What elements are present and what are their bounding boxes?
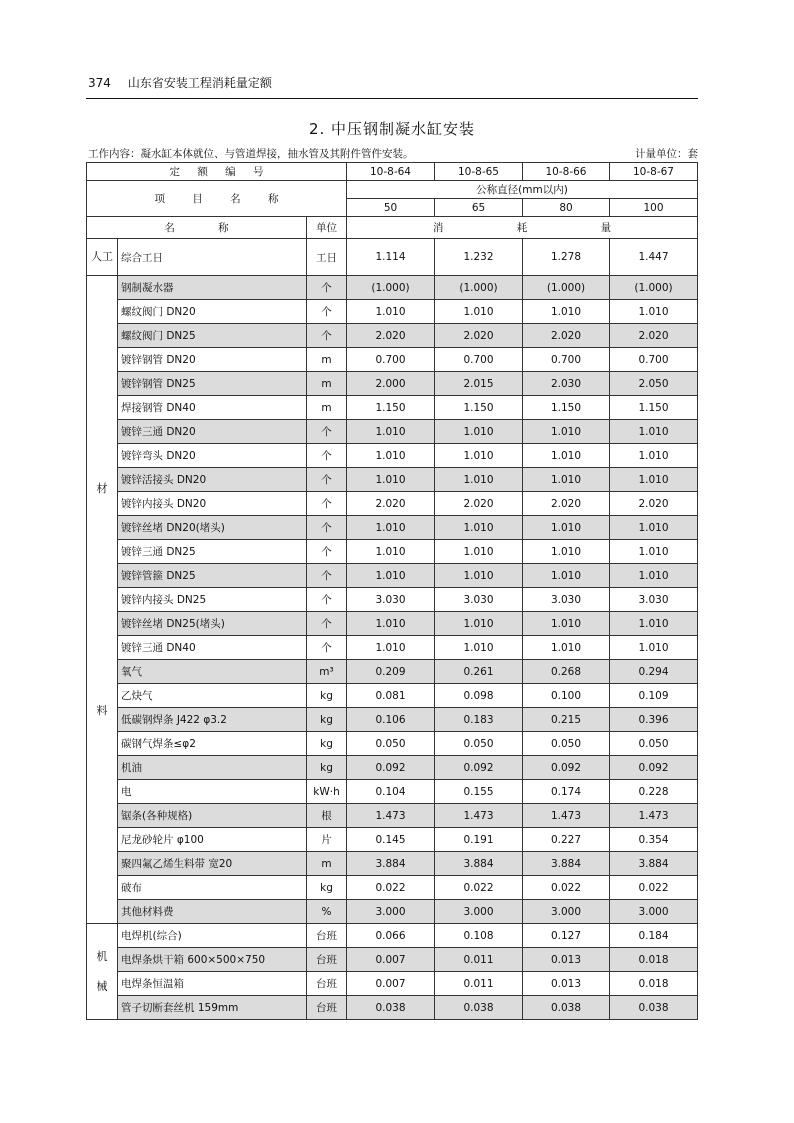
diameter-header-row	[87, 181, 698, 199]
consumption-value: 1.150	[435, 396, 523, 420]
consumption-value: 1.447	[610, 239, 698, 276]
consumption-value: 0.011	[435, 948, 523, 972]
consumption-value: 3.884	[435, 852, 523, 876]
item-unit: m³	[307, 660, 347, 684]
unit-header: 单位	[307, 217, 347, 239]
item-name: 管子切断套丝机 159mm	[118, 996, 307, 1020]
consumption-value: 0.183	[435, 708, 523, 732]
consumption-value: 1.473	[347, 804, 435, 828]
consumption-value: 2.050	[610, 372, 698, 396]
unit-label: 计量单位：套	[635, 148, 698, 160]
item-unit: 台班	[307, 996, 347, 1020]
section-title: 2. 中压钢制凝水缸安装	[308, 120, 476, 138]
category-machine-char: 械	[96, 979, 108, 993]
quota-code: 10-8-65	[435, 163, 523, 181]
column-header-row	[87, 217, 698, 239]
consumption-value: 0.022	[523, 876, 610, 900]
consumption-value: 1.010	[523, 612, 610, 636]
consumption-value: 0.038	[523, 996, 610, 1020]
item-name: 电焊条烘干箱 600×500×750	[118, 948, 307, 972]
consumption-value: 2.020	[347, 324, 435, 348]
consumption-value: 1.150	[610, 396, 698, 420]
item-name: 镀锌三通 DN25	[118, 540, 307, 564]
item-label: 项 目 名 称	[87, 181, 347, 217]
consumption-value: 1.010	[435, 612, 523, 636]
consumption-value: 1.114	[347, 239, 435, 276]
consumption-value: 2.020	[347, 492, 435, 516]
consumption-value: 1.010	[435, 468, 523, 492]
material-row	[87, 780, 698, 804]
consumption-value: 0.013	[523, 948, 610, 972]
item-name: 破布	[118, 876, 307, 900]
consumption-value: 0.038	[610, 996, 698, 1020]
consumption-value: 3.000	[523, 900, 610, 924]
consumption-value: 0.268	[523, 660, 610, 684]
consumption-value: 0.013	[523, 972, 610, 996]
item-name: 氧气	[118, 660, 307, 684]
item-name: 镀锌管箍 DN25	[118, 564, 307, 588]
item-name: 镀锌内接头 DN20	[118, 492, 307, 516]
consumption-value: 1.010	[435, 540, 523, 564]
consumption-value: 0.092	[435, 756, 523, 780]
quota-label: 定 额 编 号	[87, 163, 347, 181]
consumption-value: 0.050	[347, 732, 435, 756]
item-unit: 个	[307, 588, 347, 612]
consumption-value: 0.191	[435, 828, 523, 852]
consumption-value: 0.050	[610, 732, 698, 756]
consumption-value: 1.010	[610, 516, 698, 540]
diameter-value: 80	[523, 199, 610, 217]
item-unit: 片	[307, 828, 347, 852]
consumption-value: 1.473	[610, 804, 698, 828]
consumption-value: 3.000	[347, 900, 435, 924]
consumption-value: 1.010	[347, 516, 435, 540]
material-row	[87, 516, 698, 540]
consumption-value: 1.010	[523, 300, 610, 324]
consumption-value: 0.018	[610, 948, 698, 972]
item-name: 镀锌钢管 DN20	[118, 348, 307, 372]
item-name: 聚四氟乙烯生料带 宽20	[118, 852, 307, 876]
consumption-value: 1.010	[610, 300, 698, 324]
labor-row	[87, 239, 698, 276]
consumption-value: 1.010	[523, 540, 610, 564]
item-name: 镀锌丝堵 DN25(堵头)	[118, 612, 307, 636]
consumption-value: 3.884	[610, 852, 698, 876]
category-material-char: 料	[96, 703, 108, 717]
consumption-value: 1.150	[347, 396, 435, 420]
consumption-value: 0.038	[435, 996, 523, 1020]
consumption-value: 1.473	[523, 804, 610, 828]
quota-code: 10-8-67	[610, 163, 698, 181]
item-unit: 个	[307, 492, 347, 516]
item-unit: 个	[307, 420, 347, 444]
item-unit: 台班	[307, 972, 347, 996]
item-unit: m	[307, 348, 347, 372]
consumption-value: 0.066	[347, 924, 435, 948]
consumption-value: 0.145	[347, 828, 435, 852]
material-row	[87, 756, 698, 780]
consumption-value: 1.010	[523, 564, 610, 588]
consumption-value: 0.700	[523, 348, 610, 372]
diameter-label: 公称直径(mm以内)	[347, 181, 698, 199]
consumption-value: 0.100	[523, 684, 610, 708]
category-labor-label: 人工	[91, 250, 113, 263]
item-unit: 个	[307, 444, 347, 468]
consumption-value: 0.007	[347, 972, 435, 996]
material-row	[87, 564, 698, 588]
consumption-value: 1.010	[523, 468, 610, 492]
consumption-value: 1.010	[347, 468, 435, 492]
consumption-value: 3.030	[435, 588, 523, 612]
consumption-value: 0.092	[347, 756, 435, 780]
consumption-value: 3.000	[435, 900, 523, 924]
page-number: 374	[88, 76, 111, 90]
item-unit: 个	[307, 612, 347, 636]
machine-row	[87, 948, 698, 972]
name-header: 名 称	[87, 217, 307, 239]
consumption-value: 1.010	[523, 444, 610, 468]
consumption-value: 3.030	[347, 588, 435, 612]
material-row	[87, 372, 698, 396]
consumption-value: 2.000	[347, 372, 435, 396]
consumption-value: 0.022	[435, 876, 523, 900]
material-row	[87, 900, 698, 924]
consumption-value: 0.354	[610, 828, 698, 852]
consumption-value: 1.278	[523, 239, 610, 276]
item-unit: 台班	[307, 924, 347, 948]
material-row	[87, 396, 698, 420]
material-row	[87, 732, 698, 756]
consumption-value: 1.010	[610, 540, 698, 564]
consumption-value: 0.294	[610, 660, 698, 684]
item-unit: 个	[307, 636, 347, 660]
consumption-value: 0.215	[523, 708, 610, 732]
consumption-value: 2.020	[435, 492, 523, 516]
consumption-value: 0.092	[523, 756, 610, 780]
category-material	[87, 276, 118, 924]
machine-row	[87, 972, 698, 996]
material-row	[87, 612, 698, 636]
item-unit: 台班	[307, 948, 347, 972]
consumption-value: 1.010	[435, 300, 523, 324]
item-name: 镀锌三通 DN40	[118, 636, 307, 660]
material-row	[87, 276, 698, 300]
quota-table	[86, 162, 698, 1020]
consumption-value: 1.010	[435, 516, 523, 540]
consumption-value: 0.098	[435, 684, 523, 708]
item-name: 镀锌弯头 DN20	[118, 444, 307, 468]
material-row	[87, 852, 698, 876]
item-name: 机油	[118, 756, 307, 780]
consumption-value: 0.700	[347, 348, 435, 372]
consumption-value: 1.010	[610, 420, 698, 444]
consumption-value: 2.020	[523, 324, 610, 348]
item-unit: 个	[307, 300, 347, 324]
consumption-value: (1.000)	[347, 276, 435, 300]
consumption-value: 0.106	[347, 708, 435, 732]
consumption-value: 1.473	[435, 804, 523, 828]
work-content: 工作内容：凝水缸本体就位、与管道焊接，抽水管及其附件管件安装。	[88, 148, 414, 160]
consumption-value: 1.010	[435, 444, 523, 468]
consumption-value: 0.227	[523, 828, 610, 852]
material-row	[87, 684, 698, 708]
consumption-value: 1.010	[347, 444, 435, 468]
consumption-value: 0.050	[435, 732, 523, 756]
consumption-value: 1.010	[523, 516, 610, 540]
material-row	[87, 660, 698, 684]
consumption-value: 1.010	[347, 612, 435, 636]
item-unit: 个	[307, 468, 347, 492]
category-machine	[87, 924, 118, 1020]
consumption-value: 0.209	[347, 660, 435, 684]
item-unit: m	[307, 396, 347, 420]
material-row	[87, 636, 698, 660]
consumption-value: 0.038	[347, 996, 435, 1020]
item-unit: kg	[307, 756, 347, 780]
quota-code-row	[87, 163, 698, 181]
item-unit: m	[307, 372, 347, 396]
consumption-value: 1.010	[347, 300, 435, 324]
item-name: 镀锌三通 DN20	[118, 420, 307, 444]
consumption-value: 0.022	[610, 876, 698, 900]
quota-code: 10-8-64	[347, 163, 435, 181]
consumption-value: 1.010	[347, 636, 435, 660]
material-row	[87, 300, 698, 324]
item-unit: 个	[307, 540, 347, 564]
consumption-value: 0.081	[347, 684, 435, 708]
consumption-value: 1.010	[610, 444, 698, 468]
diameter-value: 100	[610, 199, 698, 217]
material-row	[87, 828, 698, 852]
consumption-value: 1.010	[435, 564, 523, 588]
diameter-value: 50	[347, 199, 435, 217]
category-material-char: 材	[96, 481, 108, 495]
consumption-value: 2.020	[435, 324, 523, 348]
consumption-value: 0.261	[435, 660, 523, 684]
item-unit: %	[307, 900, 347, 924]
material-row	[87, 876, 698, 900]
material-row	[87, 492, 698, 516]
item-unit: 根	[307, 804, 347, 828]
consumption-value: 1.010	[347, 540, 435, 564]
consumption-value: 1.150	[523, 396, 610, 420]
consumption-value: 1.010	[523, 636, 610, 660]
item-unit: 个	[307, 276, 347, 300]
consumption-value: 0.018	[610, 972, 698, 996]
quota-code: 10-8-66	[523, 163, 610, 181]
machine-row	[87, 996, 698, 1020]
item-name: 螺纹阀门 DN20	[118, 300, 307, 324]
consumption-value: 2.020	[523, 492, 610, 516]
consumption-value: 0.007	[347, 948, 435, 972]
category-machine-char: 机	[96, 949, 108, 963]
item-unit: kg	[307, 708, 347, 732]
item-name: 焊接钢管 DN40	[118, 396, 307, 420]
category-labor	[87, 239, 118, 276]
consumption-value: 1.010	[610, 636, 698, 660]
item-name: 电焊条恒温箱	[118, 972, 307, 996]
item-name: 镀锌钢管 DN25	[118, 372, 307, 396]
consumption-value: 1.010	[610, 564, 698, 588]
consumption-value: 0.127	[523, 924, 610, 948]
material-row	[87, 540, 698, 564]
consumption-value: 1.010	[347, 420, 435, 444]
item-name: 镀锌内接头 DN25	[118, 588, 307, 612]
consumption-value: 1.232	[435, 239, 523, 276]
consumption-value: 0.396	[610, 708, 698, 732]
item-unit: 个	[307, 516, 347, 540]
consumption-value: 2.015	[435, 372, 523, 396]
consumption-value: 3.884	[523, 852, 610, 876]
item-name: 其他材料费	[118, 900, 307, 924]
item-name: 电焊机(综合)	[118, 924, 307, 948]
consumption-value: 1.010	[523, 420, 610, 444]
consumption-value: 0.700	[435, 348, 523, 372]
item-unit: kW·h	[307, 780, 347, 804]
consumption-value: (1.000)	[610, 276, 698, 300]
item-name: 综合工日	[118, 239, 307, 276]
consumption-value: 0.022	[347, 876, 435, 900]
consumption-value: 2.020	[610, 324, 698, 348]
item-unit: kg	[307, 732, 347, 756]
item-name: 乙炔气	[118, 684, 307, 708]
consumption-value: 3.884	[347, 852, 435, 876]
consumption-header: 消 耗 量	[347, 217, 698, 239]
consumption-value: 1.010	[435, 420, 523, 444]
item-unit: 个	[307, 564, 347, 588]
consumption-value: 0.184	[610, 924, 698, 948]
item-name: 螺纹阀门 DN25	[118, 324, 307, 348]
material-row	[87, 420, 698, 444]
consumption-value: 0.050	[523, 732, 610, 756]
item-unit: 工日	[307, 239, 347, 276]
consumption-value: 0.104	[347, 780, 435, 804]
item-name: 电	[118, 780, 307, 804]
consumption-value: 0.109	[610, 684, 698, 708]
consumption-value: 0.228	[610, 780, 698, 804]
consumption-value: 2.020	[610, 492, 698, 516]
consumption-value: 1.010	[435, 636, 523, 660]
consumption-value: 1.010	[610, 612, 698, 636]
book-title: 山东省安装工程消耗量定额	[127, 76, 272, 90]
consumption-value: 0.155	[435, 780, 523, 804]
material-row	[87, 324, 698, 348]
material-row	[87, 588, 698, 612]
item-unit: m	[307, 852, 347, 876]
consumption-value: 0.700	[610, 348, 698, 372]
item-name: 钢制凝水器	[118, 276, 307, 300]
item-name: 镀锌活接头 DN20	[118, 468, 307, 492]
consumption-value: 0.108	[435, 924, 523, 948]
material-row	[87, 444, 698, 468]
consumption-value: (1.000)	[523, 276, 610, 300]
consumption-value: 0.011	[435, 972, 523, 996]
item-name: 尼龙砂轮片 φ100	[118, 828, 307, 852]
quota-table-body	[87, 163, 698, 1020]
material-row	[87, 804, 698, 828]
consumption-value: 1.010	[610, 468, 698, 492]
item-unit: 个	[307, 324, 347, 348]
consumption-value: 1.010	[347, 564, 435, 588]
item-name: 碳钢气焊条≤φ2	[118, 732, 307, 756]
item-name: 镀锌丝堵 DN20(堵头)	[118, 516, 307, 540]
consumption-value: 2.030	[523, 372, 610, 396]
item-unit: kg	[307, 876, 347, 900]
material-row	[87, 708, 698, 732]
consumption-value: 0.174	[523, 780, 610, 804]
material-row	[87, 468, 698, 492]
consumption-value: 0.092	[610, 756, 698, 780]
consumption-value: 3.000	[610, 900, 698, 924]
consumption-value: (1.000)	[435, 276, 523, 300]
running-header	[88, 74, 698, 91]
item-name: 锯条(各种规格)	[118, 804, 307, 828]
item-unit: kg	[307, 684, 347, 708]
diameter-value: 65	[435, 199, 523, 217]
consumption-value: 3.030	[523, 588, 610, 612]
item-name: 低碳钢焊条 J422 φ3.2	[118, 708, 307, 732]
machine-row	[87, 924, 698, 948]
consumption-value: 3.030	[610, 588, 698, 612]
header-rule	[86, 98, 698, 99]
material-row	[87, 348, 698, 372]
